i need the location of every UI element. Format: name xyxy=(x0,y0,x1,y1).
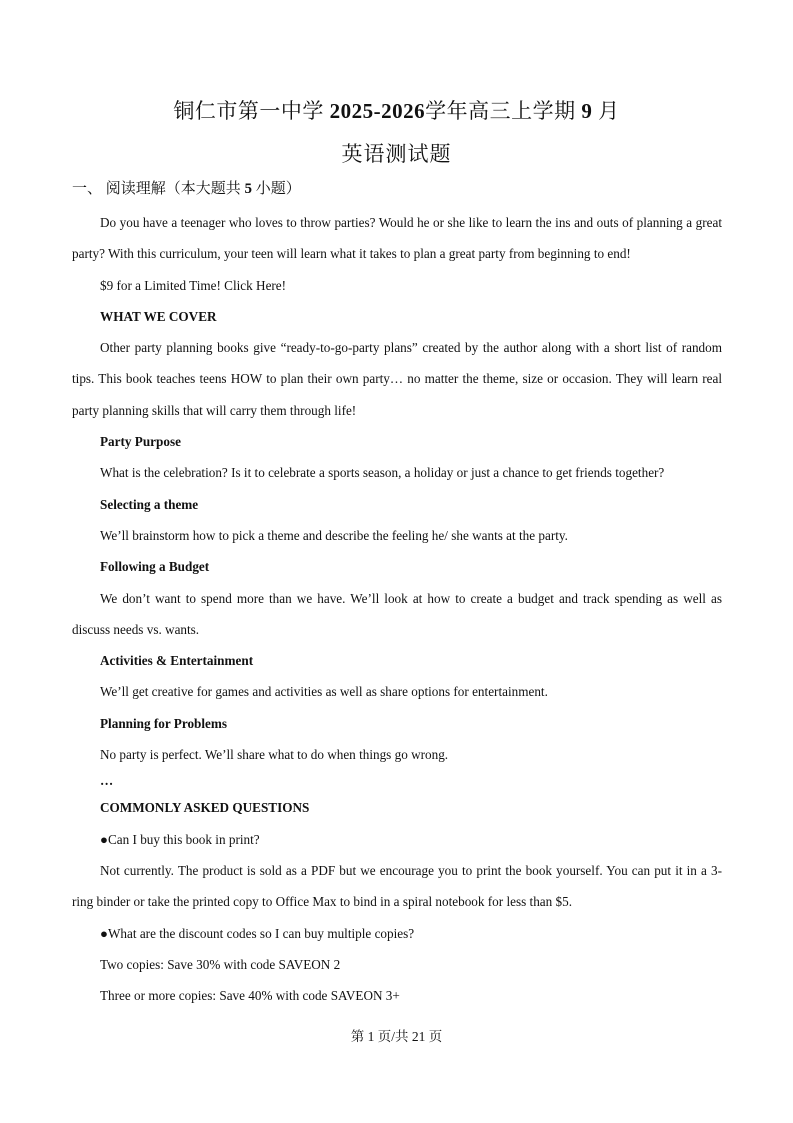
intro-paragraph: Do you have a teenager who loves to throw parties? Would he or she like to learn the ins and outs of planning a great party? With this curriculum, your teen will learn what it takes to plan a great party from beginning to end! xyxy=(72,215,722,262)
title-year: 2025-2026 xyxy=(329,99,426,123)
faq-question-2: ●What are the discount codes so I can buy multiple copies? xyxy=(100,925,415,941)
footer-page-number: 1 xyxy=(367,1029,375,1044)
topic-text-theme: We’ll brainstorm how to pick a theme and describe the feeling he/ she wants at the party. xyxy=(100,527,568,543)
exam-title xyxy=(0,95,793,125)
footer-mid: 页/共 xyxy=(377,1029,409,1044)
topic-text-budget: We don’t want to spend more than we have. We’ll look at how to create a budget and track spending as well as discuss needs vs. wants. xyxy=(72,590,722,637)
ellipsis: … xyxy=(100,773,114,789)
page-footer xyxy=(0,1025,793,1045)
footer-suffix: 页 xyxy=(428,1029,443,1044)
section-prefix: 一、 阅读理解（本大题共 xyxy=(72,181,241,197)
faq-answer-2-line-2: Three or more copies: Save 40% with code SAVEON 3+ xyxy=(100,988,400,1004)
title-school: 铜仁市第一中学 xyxy=(173,99,324,123)
title-month: 9 xyxy=(581,99,593,123)
exam-subtitle: 英语测试题 xyxy=(341,142,452,166)
reading-passage xyxy=(72,207,722,1011)
topic-heading-theme: Selecting a theme xyxy=(100,496,199,512)
faq-heading: COMMONLY ASKED QUESTIONS xyxy=(100,800,310,816)
section-heading xyxy=(72,177,301,198)
title-end: 月 xyxy=(598,99,620,123)
footer-total-pages: 21 xyxy=(411,1029,426,1044)
title-mid: 学年高三上学期 xyxy=(425,99,576,123)
cover-heading: WHAT WE COVER xyxy=(100,308,217,324)
topic-text-purpose: What is the celebration? Is it to celebrate a sports season, a holiday or just a chance to get friends together? xyxy=(100,465,665,481)
section-count: 5 xyxy=(244,181,253,197)
cover-paragraph: Other party planning books give “ready-to-go-party plans” created by the author along with a short list of random tips. This book teaches teens HOW to plan their own party… no matter the theme, size or occasion. They will learn real party planning skills that will carry them through life! xyxy=(72,340,722,418)
section-suffix: 小题） xyxy=(255,181,301,197)
faq-question-1: ●Can I buy this book in print? xyxy=(100,831,260,847)
topic-text-activities: We’ll get creative for games and activities as well as share options for entertainment. xyxy=(100,684,548,700)
faq-answer-2-line-1: Two copies: Save 30% with code SAVEON 2 xyxy=(100,956,341,972)
topic-heading-purpose: Party Purpose xyxy=(100,434,181,450)
topic-text-problems: No party is perfect. We’ll share what to do when things go wrong. xyxy=(100,747,449,763)
offer-link-text: $9 for a Limited Time! Click Here! xyxy=(100,277,287,293)
topic-heading-budget: Following a Budget xyxy=(100,559,210,575)
footer-prefix: 第 xyxy=(350,1029,365,1044)
topic-heading-problems: Planning for Problems xyxy=(100,715,228,731)
faq-answer-1: Not currently. The product is sold as a PDF but we encourage you to print the book yourself. You can put it in a 3-ring binder or take the printed copy to Office Max to bind in a spiral notebook for less than $5. xyxy=(72,862,722,910)
topic-heading-activities: Activities & Entertainment xyxy=(100,653,254,669)
